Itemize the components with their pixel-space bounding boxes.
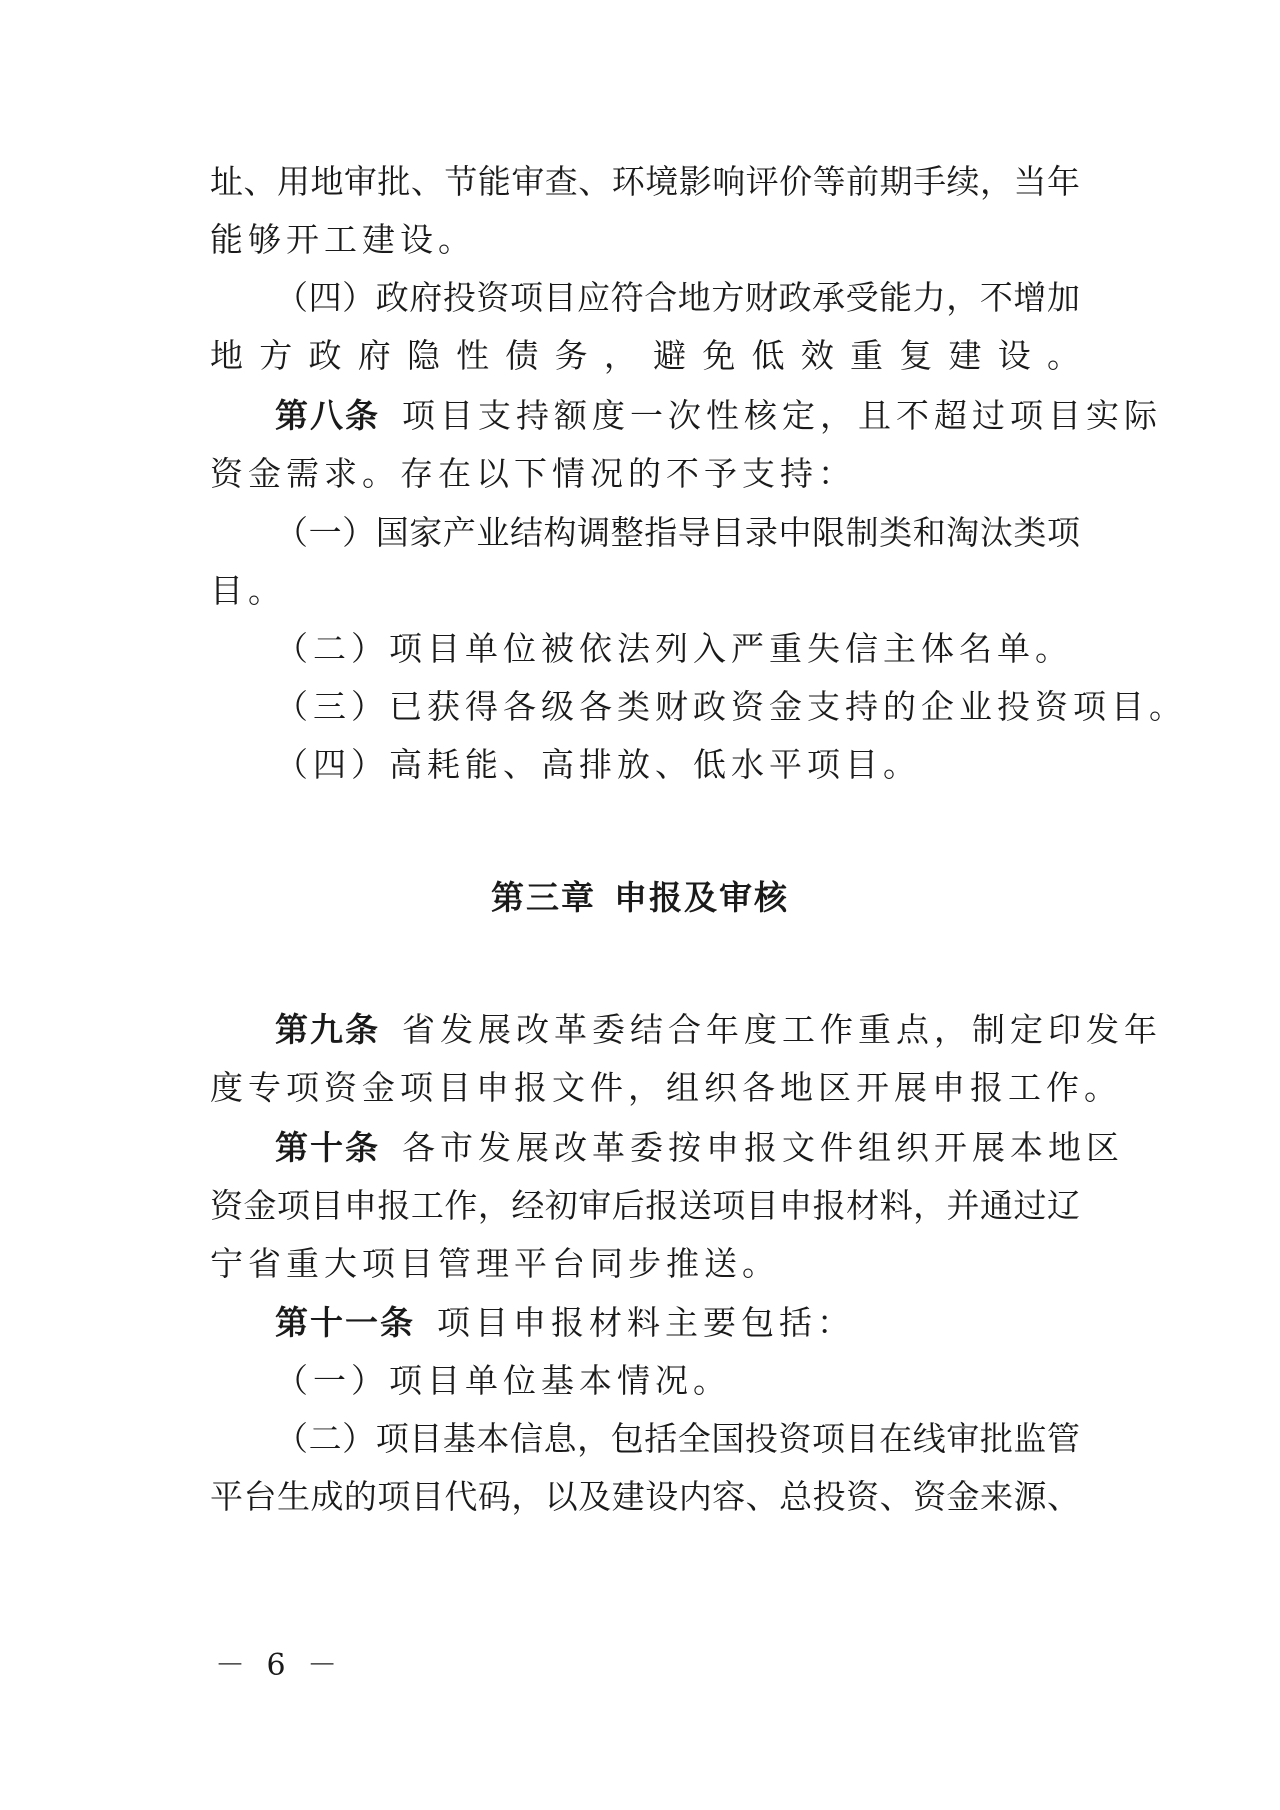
article-9 [275,1010,1162,1050]
article-heading: 第九条 [275,1010,380,1049]
article-text: 项目支持额度一次性核定，且不超过项目实际 [402,396,1162,435]
text-line: 宁省重大项目管理平台同步推送。 [210,1244,780,1283]
chapter-heading [0,878,1280,918]
text-line: 址、用地审批、节能审查、环境影响评价等前期手续，当年 [210,162,1080,201]
text-line: 目。 [210,571,286,610]
list-item: （二）项目基本信息，包括全国投资项目在线审批监管 [275,1419,1080,1458]
text-line: 平台生成的项目代码，以及建设内容、总投资、资金来源、 [210,1477,1080,1516]
chapter-label: 第三章 [491,878,596,917]
list-item: （三）已获得各级各类财政资金支持的企业投资项目。 [275,687,1187,726]
text-line: 能够开工建设。 [210,220,476,259]
text-line: 度专项资金项目申报文件，组织各地区开展申报工作。 [210,1068,1122,1107]
list-item: （一）项目单位基本情况。 [275,1361,731,1400]
article-text: 省发展改革委结合年度工作重点，制定印发年 [402,1010,1162,1049]
article-heading: 第八条 [275,396,380,435]
text-line: 资金需求。存在以下情况的不予支持： [210,454,856,493]
article-10 [275,1128,1124,1168]
list-item: （二）项目单位被依法列入严重失信主体名单。 [275,629,1073,668]
page-number: － 6 － [215,1648,344,1683]
article-text: 项目申报材料主要包括： [437,1303,855,1342]
list-item: （一）国家产业结构调整指导目录中限制类和淘汰类项 [275,513,1080,552]
text-line: 资金项目申报工作，经初审后报送项目申报材料，并通过辽 [210,1186,1080,1225]
article-heading: 第十条 [275,1128,380,1167]
article-11 [275,1303,1080,1343]
text-line: （四）政府投资项目应符合地方财政承受能力，不增加 [275,278,1080,317]
text-line: 地方政府隐性债务，避免低效重复建设。 [210,336,1080,375]
chapter-title: 申报及审核 [614,878,789,917]
article-text: 各市发展改革委按申报文件组织开展本地区 [402,1128,1124,1167]
list-item: （四）高耗能、高排放、低水平项目。 [275,745,921,784]
article-8 [275,396,1162,436]
article-heading: 第十一条 [275,1303,415,1342]
